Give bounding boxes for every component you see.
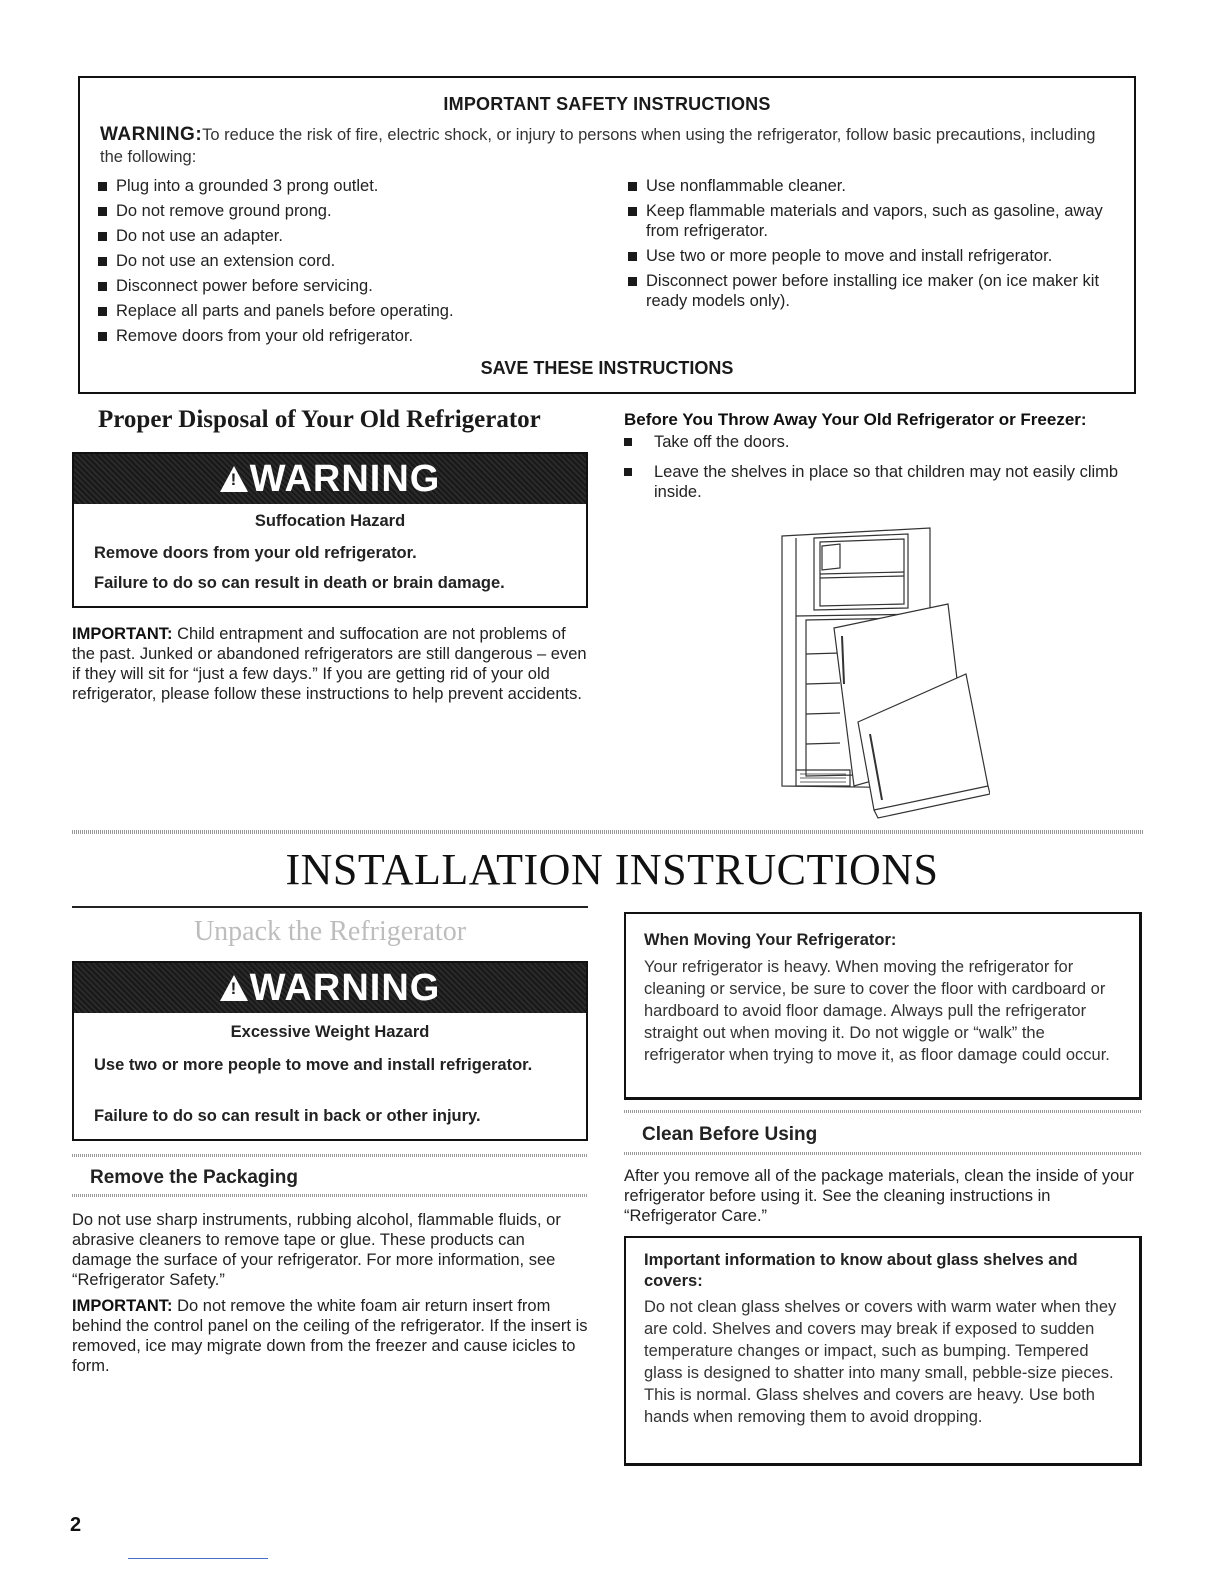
list-item: Replace all parts and panels before operating. [98,301,598,321]
before-throw-away-title: Before You Throw Away Your Old Refrigerator or Freezer: [624,410,1087,429]
list-item: Keep flammable materials and vapors, such as gasoline, away from refrigerator. [628,201,1128,241]
installation-title: INSTALLATION INSTRUCTIONS [285,845,939,894]
list-item: Do not use an adapter. [98,226,598,246]
list-item: Do not use an extension cord. [98,251,598,271]
unpack-heading: Unpack the Refrigerator [193,916,467,947]
section-divider [624,1110,1142,1113]
important-label: IMPORTANT: [72,1297,173,1315]
footer-rule [128,1558,268,1559]
glass-shelves-info-box [624,1236,1142,1466]
weight-warning-box [72,961,588,1141]
warning-banner-text: WARNING [249,457,441,500]
safety-warning [100,124,1120,168]
disposal-heading: Proper Disposal of Your Old Refrigerator [98,406,541,433]
clean-before-using-heading: Clean Before Using [642,1124,818,1145]
important-label: IMPORTANT: [72,625,173,643]
bullet-icon [624,468,632,476]
before-throw-away-list [624,432,1124,512]
hazard-title: Excessive Weight Hazard [230,1023,430,1041]
section-divider [72,830,1144,834]
bullet-icon [628,182,637,191]
safety-list-right [628,176,1128,316]
section-divider [72,1154,588,1157]
moving-info-box [624,912,1142,1100]
list-item: Take off the doors. [624,432,1124,452]
remove-packaging-paragraph: Do not use sharp instruments, rubbing alcohol, flammable fluids, or abrasive cleaners to remove tape or glue. These products can damage the surface of your refrigerator. For more information, see “Refrigerator Safety.” [72,1211,561,1289]
list-item: Disconnect power before installing ice maker (on ice maker kit ready models only). [628,271,1128,311]
warning-banner [74,963,586,1013]
section-divider [624,1152,1142,1155]
safety-title: IMPORTANT SAFETY INSTRUCTIONS [443,94,771,114]
refrigerator-illustration [770,524,990,824]
warning-line: Remove doors from your old refrigerator. [94,544,417,562]
bullet-icon [628,252,637,261]
glass-text: Do not clean glass shelves or covers with warm water when they are cold. Shelves and covers may break if exposed to sudden temperature changes or impact, such as bumping. Tempered glass is designed to shatter into many small, pebble-size pieces. This is normal. Glass shelves and covers are heavy. Use both hands when removing them to avoid dropping. [644,1298,1117,1426]
bullet-icon [628,277,637,286]
hazard-title: Suffocation Hazard [254,512,406,530]
warning-banner [74,454,586,504]
warning-banner-text: WARNING [249,966,441,1009]
unpack-rule [72,906,588,908]
remove-packaging-heading: Remove the Packaging [90,1167,299,1188]
list-item: Leave the shelves in place so that children may not easily climb inside. [624,462,1124,502]
moving-title: When Moving Your Refrigerator: [644,931,897,949]
warning-line: Failure to do so can result in death or brain damage. [94,574,505,592]
list-item: Remove doors from your old refrigerator. [98,326,598,346]
bullet-icon [98,182,107,191]
page-number: 2 [70,1514,82,1536]
warning-line: Failure to do so can result in back or other injury. [94,1107,481,1125]
warning-label: WARNING: [100,124,203,145]
section-divider [72,1194,588,1197]
disposal-important-paragraph: IMPORTANT: Child entrapment and suffocation are not problems of the past. Junked or abandoned refrigerators are still dangerous – even if they will sit for “just a few days.” If you are getting rid of your old refrigerator, please follow these instructions to help prevent accidents. [72,625,587,703]
bullet-icon [98,257,107,266]
safety-list-left [98,176,598,351]
list-item: Plug into a grounded 3 prong outlet. [98,176,598,196]
bullet-icon [624,438,632,446]
list-item: Use two or more people to move and install refrigerator. [628,246,1128,266]
moving-text: Your refrigerator is heavy. When moving the refrigerator for cleaning or service, be sure to cover the floor with cardboard or hardboard to avoid floor damage. Always pull the refrigerator straight out when moving it. Do not wiggle or “walk” the refrigerator when trying to move it, as floor damage could occur. [644,958,1110,1064]
bullet-icon [98,282,107,291]
install-important-paragraph: IMPORTANT: Do not remove the white foam air return insert from behind the control panel on the ceiling of the refrigerator. If the insert is removed, ice may migrate down from the freezer and cause icicles to form. [72,1297,588,1375]
warning-line: Use two or more people to move and install refrigerator. [94,1056,533,1074]
bullet-icon [98,332,107,341]
clean-before-using-paragraph: After you remove all of the package materials, clean the inside of your refrigerator before using it. See the cleaning instructions in “Refrigerator Care.” [624,1167,1134,1225]
list-item: Do not remove ground prong. [98,201,598,221]
warning-triangle-icon: ! [220,466,248,492]
save-instructions-label: SAVE THESE INSTRUCTIONS [480,358,734,378]
safety-instructions-box [78,76,1136,394]
glass-title: Important information to know about glass shelves and covers: [644,1251,1078,1290]
list-item: Use nonflammable cleaner. [628,176,1128,196]
bullet-icon [98,207,107,216]
bullet-icon [98,232,107,241]
bullet-icon [628,207,637,216]
list-item: Disconnect power before servicing. [98,276,598,296]
bullet-icon [98,307,107,316]
suffocation-warning-box [72,452,588,608]
warning-text: To reduce the risk of fire, electric shock, or injury to persons when using the refrigerator, follow basic precautions, including the following: [100,126,1096,166]
warning-triangle-icon: ! [220,975,248,1001]
